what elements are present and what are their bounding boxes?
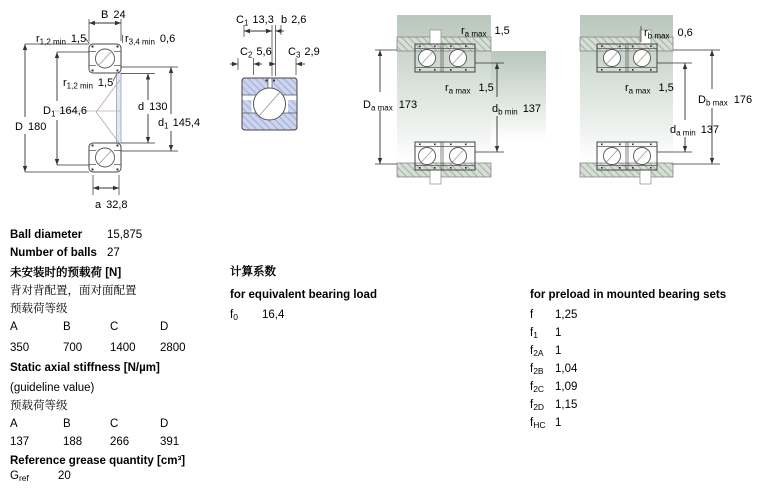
ball-diameter-label: Ball diameter [10,229,83,241]
factor-label: f2B [530,363,544,376]
dim-label-C3: $C_3$ 2,9 [288,46,320,60]
dim-label-da: $d_{a min}$ 137 [670,124,720,138]
dim-d [121,74,167,144]
col-header: C [110,321,119,333]
factor-row-fHC [530,417,561,431]
dim-label-ra-mid: $r_{a max}$ 1,5 [445,82,494,96]
factor-row-f2A [530,345,561,359]
stiffness-value: 266 [110,436,130,448]
dim-D1 [43,52,89,165]
dim-label-a: a 32,8 [95,199,128,211]
grease-section-title: Reference grease quantity [cm³] [10,455,186,467]
grease-row [10,470,71,484]
stiffness-value: 188 [63,436,83,448]
dim-label-C2: $C_2$ 5,6 [240,46,272,60]
preload-value: 2800 [160,342,186,354]
stiffness-guideline-note: (guideline value) [10,382,95,394]
preload-class-label: 预载荷等级 [10,303,68,315]
factor-label: f2C [530,381,545,394]
factor-value: 1,09 [555,381,578,393]
factor-row-f1 [530,327,561,341]
number-of-balls-value: 27 [107,247,120,259]
factor-label: f2D [530,399,545,412]
grease-value: 20 [58,470,71,482]
col-header: D [160,418,169,430]
bearing-cross-section-diagram [5,5,220,220]
preload-class-header-row [10,321,168,333]
stiffness-class-header-row [10,418,168,430]
dim-label-d1: $d_1$ 145,4 [158,117,201,131]
dim-label-b: b 2,6 [281,14,307,26]
dim-label-r12-mid: $r_{1,2 min}$ 1,5 [63,77,114,91]
col-header: A [10,418,18,430]
mounting-diagram-shaft [570,12,766,202]
dim-a [93,175,128,211]
f0-row [230,309,284,323]
bearing-detail-block [242,78,297,130]
preload-value: 350 [10,342,30,354]
stiffness-value: 137 [10,436,30,448]
factor-value: 1,04 [555,363,578,375]
housing-tab-bottom [430,170,441,184]
col-header: B [63,321,71,333]
calc-factors-title: 计算系数 [230,266,276,278]
dim-r12-mid [63,75,117,91]
factor-row-f2B [530,363,577,377]
factor-label: f2A [530,345,544,358]
stiffness-section-title: Static axial stiffness [N/µm] [10,362,160,374]
factor-row-f2C [530,381,577,395]
factor-value: 1,15 [555,399,578,411]
bearing-section-top [89,44,121,73]
preload-section-title: 未安装时的预载荷 [N] [10,267,122,279]
preload-value: 700 [63,342,83,354]
number-of-balls-label: Number of balls [10,247,97,259]
dim-r12-top [36,33,90,47]
equivalent-load-title: for equivalent bearing load [230,289,377,301]
col-header: B [63,418,71,430]
dim-r34 [123,33,176,47]
preload-value: 1400 [110,342,136,354]
factor-row-f [530,309,577,323]
grease-label: Gref [10,470,29,483]
preload-sets-title: for preload in mounted bearing sets [530,289,727,301]
spec-row-ball-diameter [10,229,142,241]
housing-tab-bottom [640,170,651,184]
mounting-diagram-housing [363,12,568,202]
col-header: D [160,321,169,333]
dim-label-d: d 130 [138,101,168,113]
stiffness-value: 391 [160,436,180,448]
dim-label-ra-top: $r_{a max}$ 1,5 [461,25,510,39]
dim-C2-C3-arrows [230,58,305,75]
factor-row-f2D [530,399,577,413]
dim-label-Db: $D_{b max}$ 176 [698,94,753,108]
factor-value: 1 [555,417,562,429]
factor-label: f1 [530,327,538,340]
dim-label-B: B 24 [101,9,126,21]
stiffness-class-label: 预载荷等级 [10,400,68,412]
factor-label: f [530,309,534,321]
f0-label: f0 [230,309,238,322]
dim-label-r12-top: $r_{1,2 min}$ 1,5 [36,33,87,47]
factor-label: fHC [530,417,546,430]
bearing-section-bottom [89,143,121,172]
factor-value: 1 [555,345,562,357]
dim-B [89,9,126,41]
dim-label-rb: $r_{b max}$ 0,6 [644,27,693,41]
dim-label-r34: $r_{3,4 min}$ 0,6 [125,33,176,47]
stiffness-values-row [10,436,179,448]
preload-arrangement-note: 背对背配置，面对面配置 [10,285,137,297]
dim-label-db: $d_{b min}$ 137 [492,103,542,117]
dim-label-D: D 180 [15,121,47,133]
ball-diameter-value: 15,875 [107,229,143,241]
dim-label-C1: $C_1$ 13,3 [236,14,274,28]
dim-label-Da: $D_{a max}$ 173 [363,99,418,113]
spec-row-number-of-balls [10,247,120,259]
bearing-detail-diagram [228,8,343,143]
f0-value: 16,4 [262,309,285,321]
factor-value: 1,25 [555,309,578,321]
dim-label-D1: $D_1$ 164,6 [43,105,87,119]
factor-value: 1 [555,327,562,339]
housing-tab-top [430,30,441,44]
col-header: A [10,321,18,333]
dim-label-ra-mid: $r_{a max}$ 1,5 [625,82,674,96]
col-header: C [110,418,119,430]
preload-values-row [10,342,186,354]
